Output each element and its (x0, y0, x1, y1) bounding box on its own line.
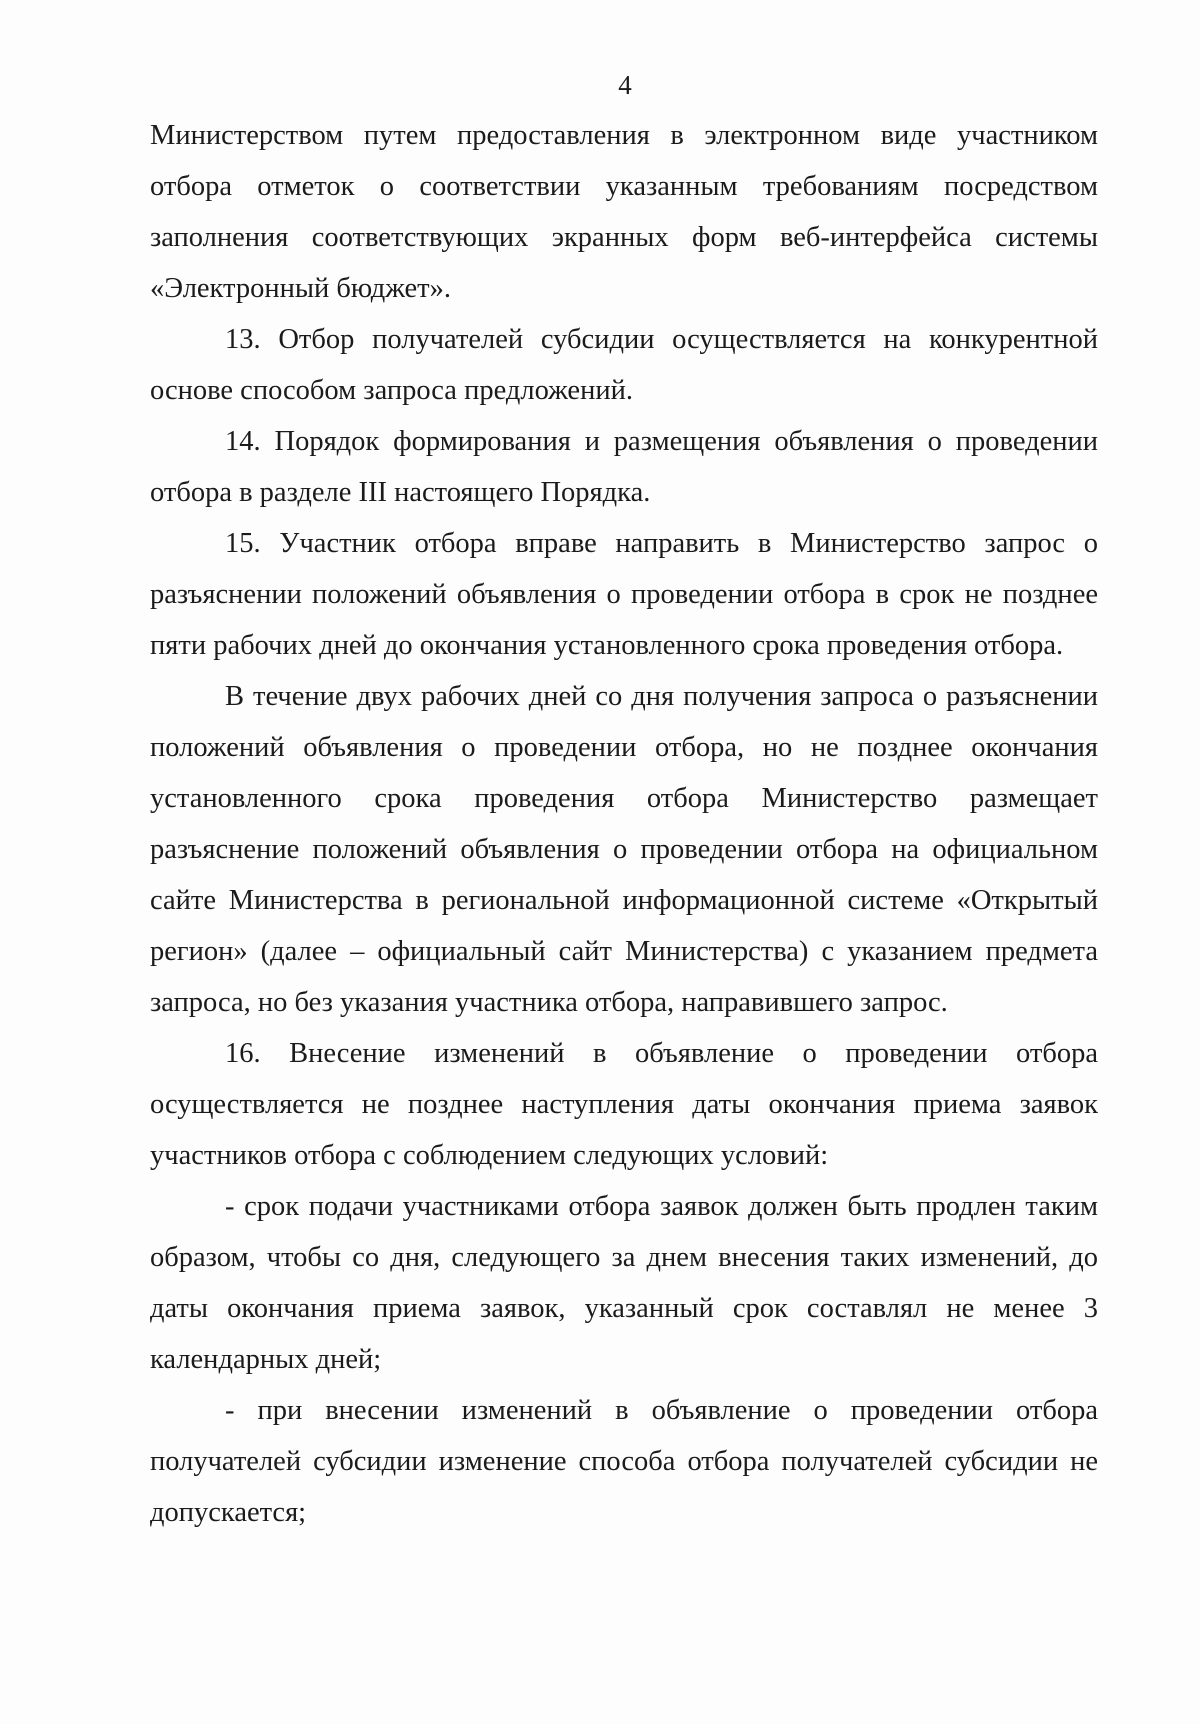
paragraph-15: 15. Участник отбора вправе направить в Министерство запрос о разъяснении положений объявления о проведении отбора в срок не позднее пяти рабочих дней до окончания установленного срока проведения отбора. (150, 528, 1098, 661)
paragraph-continuation: Министерством путем предоставления в электронном виде участником отбора отметок о соответствии указанным требованиям посредством заполнения соответствующих экранных форм веб-интерфейса системы «Электронный бюджет». (150, 120, 1098, 304)
list-item-deadline: - срок подачи участниками отбора заявок должен быть продлен таким образом, чтобы со дня, следующего за днем внесения таких изменений, до даты окончания приема заявок, указанный срок составлял не менее 3 календарных дней; (150, 1191, 1098, 1375)
list-item-method: - при внесении изменений в объявление о проведении отбора получателей субсидии изменение способа отбора получателей субсидии не допускается; (150, 1395, 1098, 1528)
paragraph-15-clarification: В течение двух рабочих дней со дня получения запроса о разъяснении положений объявления о проведении отбора, но не позднее окончания установленного срока проведения отбора Министерство размещает разъяснение положений объявления о проведении отбора на официальном сайте Министерства в региональной информационной системе «Открытый регион» (далее – официальный сайт Министерства) с указанием предмета запроса, но без указания участника отбора, направившего запрос. (150, 681, 1098, 1018)
document-body (150, 110, 1098, 1538)
paragraph-16: 16. Внесение изменений в объявление о проведении отбора осуществляется не позднее наступления даты окончания приема заявок участников отбора с соблюдением следующих условий: (150, 1038, 1098, 1171)
page-number: 4 (618, 70, 632, 100)
paragraph-13: 13. Отбор получателей субсидии осуществляется на конкурентной основе способом запроса предложений. (150, 324, 1098, 406)
paragraph-14: 14. Порядок формирования и размещения объявления о проведении отбора в разделе III настоящего Порядка. (150, 426, 1098, 508)
